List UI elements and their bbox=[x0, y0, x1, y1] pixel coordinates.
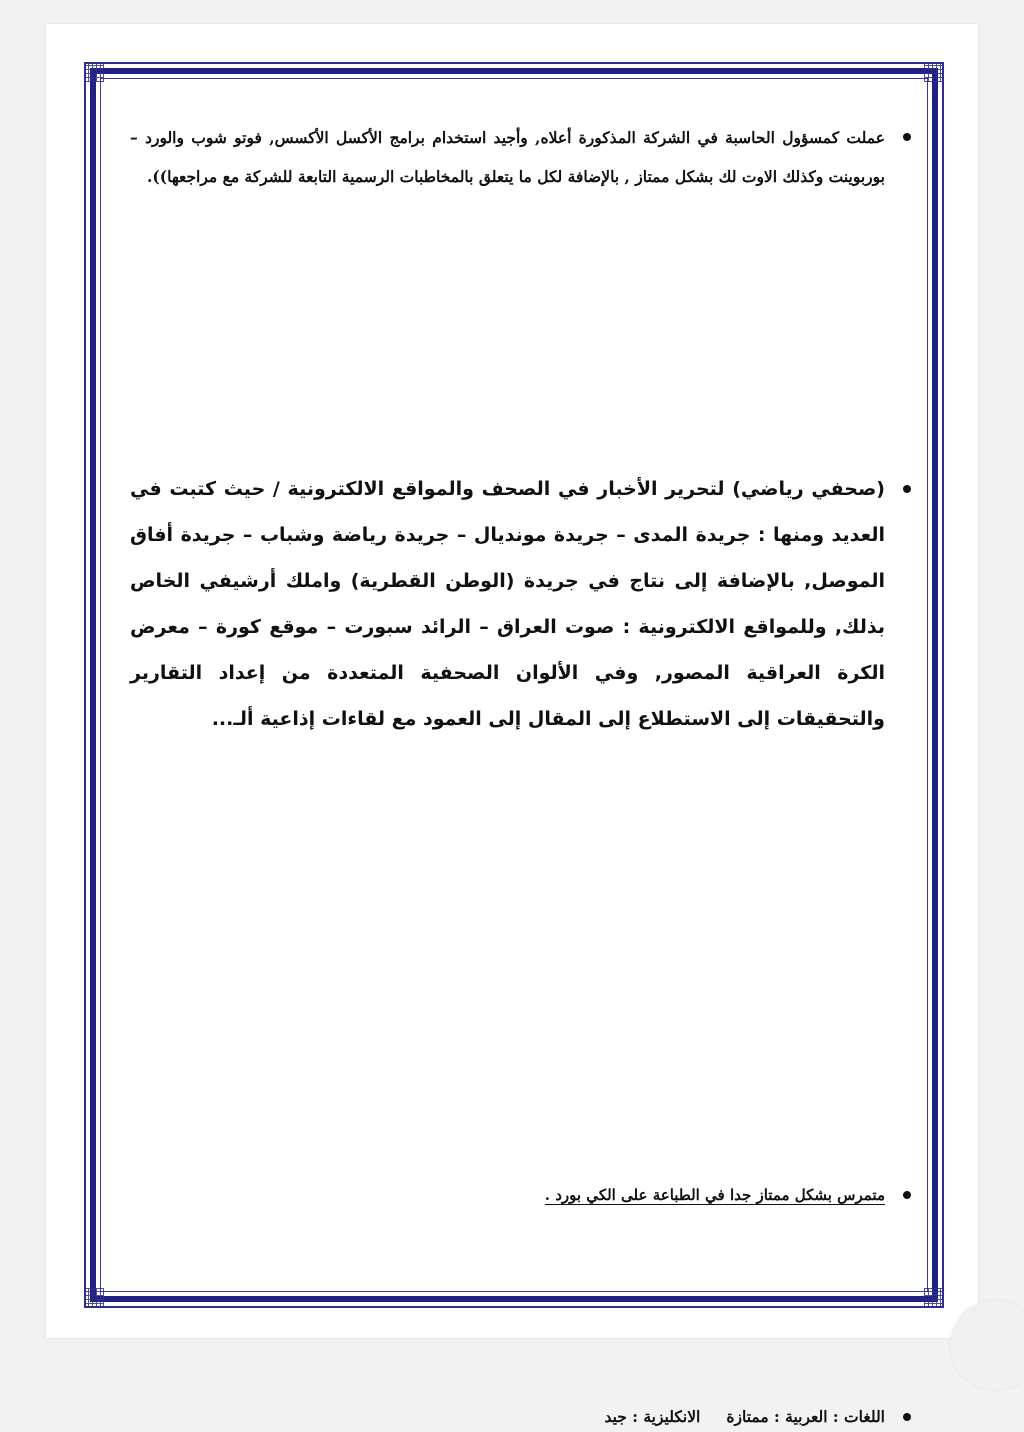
languages-english: الانكليزية : جيد bbox=[604, 1407, 701, 1426]
paragraph-text: (صحفي رياضي) لتحرير الأخبار في الصحف والمواقع الالكترونية / حيث كتبت في العديد ومنها : جريدة المدى – جريدة مونديال – جريدة رياضة وشباب – جريدة أفاق الموصل, بالإضافة إلى نتاج في جريدة (الوطن القطرية) واملك أرشيفي الخاص بذلك, وللمواقع الالكترونية : صوت العراق – الرائد سبورت – موقع كورة – معرض الكرة العراقية المصور, وفي الألوان الصحفية المتعددة من إعداد التقارير والتحقيقات إلى الاستطلاع إلى المقال إلى العمود مع لقاءات إذاعية ألـ... bbox=[130, 478, 885, 730]
floating-action-circle[interactable] bbox=[950, 1300, 1024, 1390]
experience-computer-paragraph bbox=[130, 118, 885, 196]
languages-arabic: اللغات : العربية : ممتازة bbox=[726, 1407, 885, 1426]
bullet-icon bbox=[903, 485, 911, 493]
bullet-icon bbox=[903, 133, 911, 141]
border-corner-ornament bbox=[84, 62, 104, 82]
languages-item bbox=[130, 1402, 885, 1432]
typing-skill-item bbox=[130, 1180, 885, 1210]
border-corner-ornament bbox=[84, 1288, 104, 1308]
bullet-icon bbox=[903, 1191, 911, 1199]
border-corner-ornament bbox=[924, 1288, 944, 1308]
paragraph-text: متمرس بشكل ممتاز جدا في الطباعة على الكي بورد . bbox=[544, 1186, 885, 1204]
experience-journalism-paragraph bbox=[130, 466, 885, 742]
bullet-icon bbox=[903, 1413, 911, 1421]
paragraph-text: عملت كمسؤول الحاسبة في الشركة المذكورة أعلاه, وأجيد استخدام برامج الأكسل الأكسس, فوتو شوب والورد – بوربوينت وكذلك الاوت لك بشكل ممتاز , بالإضافة لكل ما يتعلق بالمخاطبات الرسمية التابعة للشركة مع مراجعها)). bbox=[130, 128, 885, 186]
border-corner-ornament bbox=[924, 62, 944, 82]
